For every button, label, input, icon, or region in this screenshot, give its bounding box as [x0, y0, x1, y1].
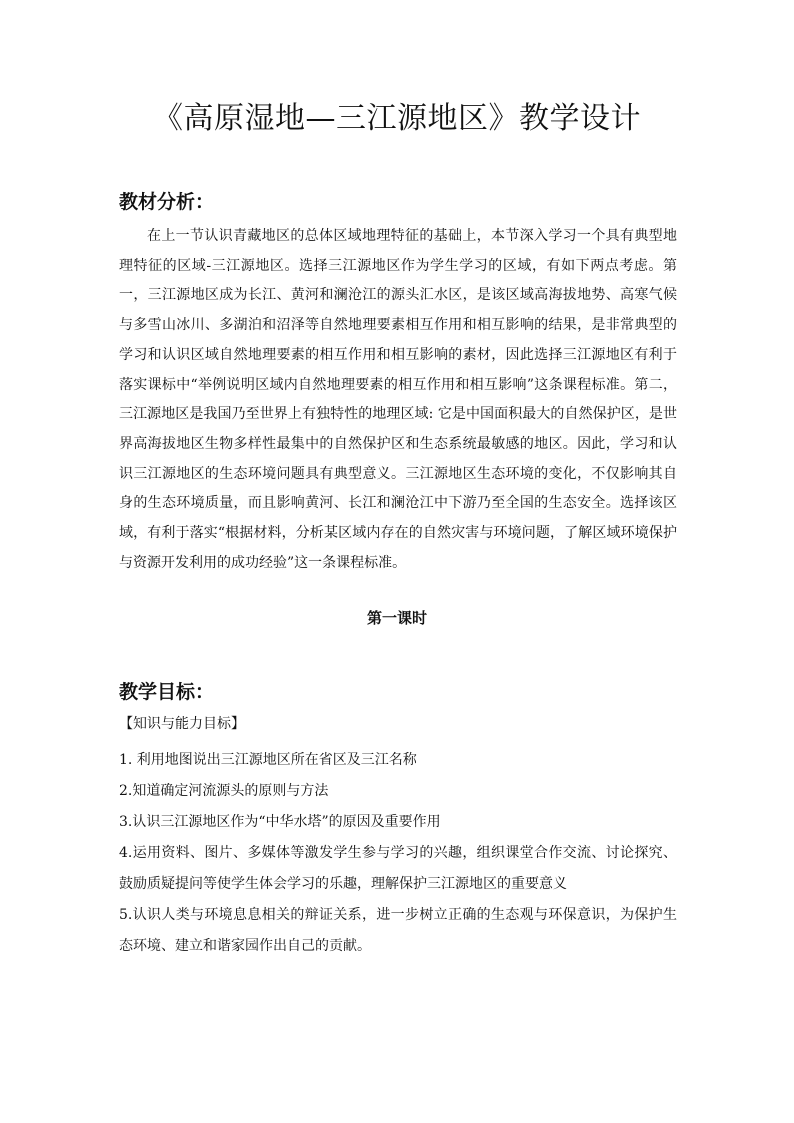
- teaching-goals-heading: 教学目标：: [119, 681, 215, 703]
- material-analysis-heading: 教材分析：: [119, 191, 215, 213]
- goal-item: 5.认识人类与环境息息相关的辩证关系，进一步树立正确的生态观与环保意识，为保护生态环境、建立和谐家园作出自己的贡献。: [119, 907, 677, 954]
- document-title: 《高原湿地—三江源地区》教学设计: [153, 101, 641, 136]
- goal-item: 2.知道确定河流源头的原则与方法: [119, 783, 329, 799]
- goal-item: 4.运用资料、图片、多媒体等激发学生参与学习的兴趣，组织课堂合作交流、讨论探究、鼓励质疑提问等使学生体会学习的乐趣，理解保护三江源地区的重要意义: [119, 845, 677, 892]
- material-analysis-paragraph: 在上一节认识青藏地区的总体区域地理特征的基础上，本节深入学习一个具有典型地理特征的区域-三江源地区。选择三江源地区作为学生学习的区域，有如下两点考虑。第一，三江源地区成为长江、黄河和澜沧江的源头汇水区，是该区域高海拔地势、高寒气候与多雪山冰川、多湖泊和沼泽等自然地理要素相互作用和相互影响的结果，是非常典型的学习和认识区域自然地理要素的相互作用和相互影响的素材，因此选择三江源地区有利于落实课标中“举例说明区域内自然地理要素的相互作用和相互影响”这条课程标准。第二，三江源地区是我国乃至世界上有独特性的地理区域: 它是中国面积最大的自然保护区，是世界高海拔地区生物多样性最集中的自然保护区和生态系统最敏感的地区。因此，学习和认识三江源地区的生态环境问题具有典型意义。三江源地区生态环境的变化，不仅影响其自身的生态环境质量，而且影响黄河、长江和澜沧江中下游乃至全国的生态安全。选择该区域，有利于落实“根据材料，分析某区域内存在的自然灾害与环境问题，了解区域环境保护与资源开发利用的成功经验”这一条课程标准。: [119, 228, 677, 571]
- goal-item: 3.认识三江源地区作为“中华水塔”的原因及重要作用: [119, 814, 441, 830]
- lesson-heading: 第一课时: [366, 609, 427, 627]
- knowledge-ability-label: 【知识与能力目标】: [119, 716, 245, 732]
- goal-item: 1. 利用地图说出三江源地区所在省区及三江名称: [119, 752, 417, 768]
- teaching-goals-list: [119, 745, 677, 962]
